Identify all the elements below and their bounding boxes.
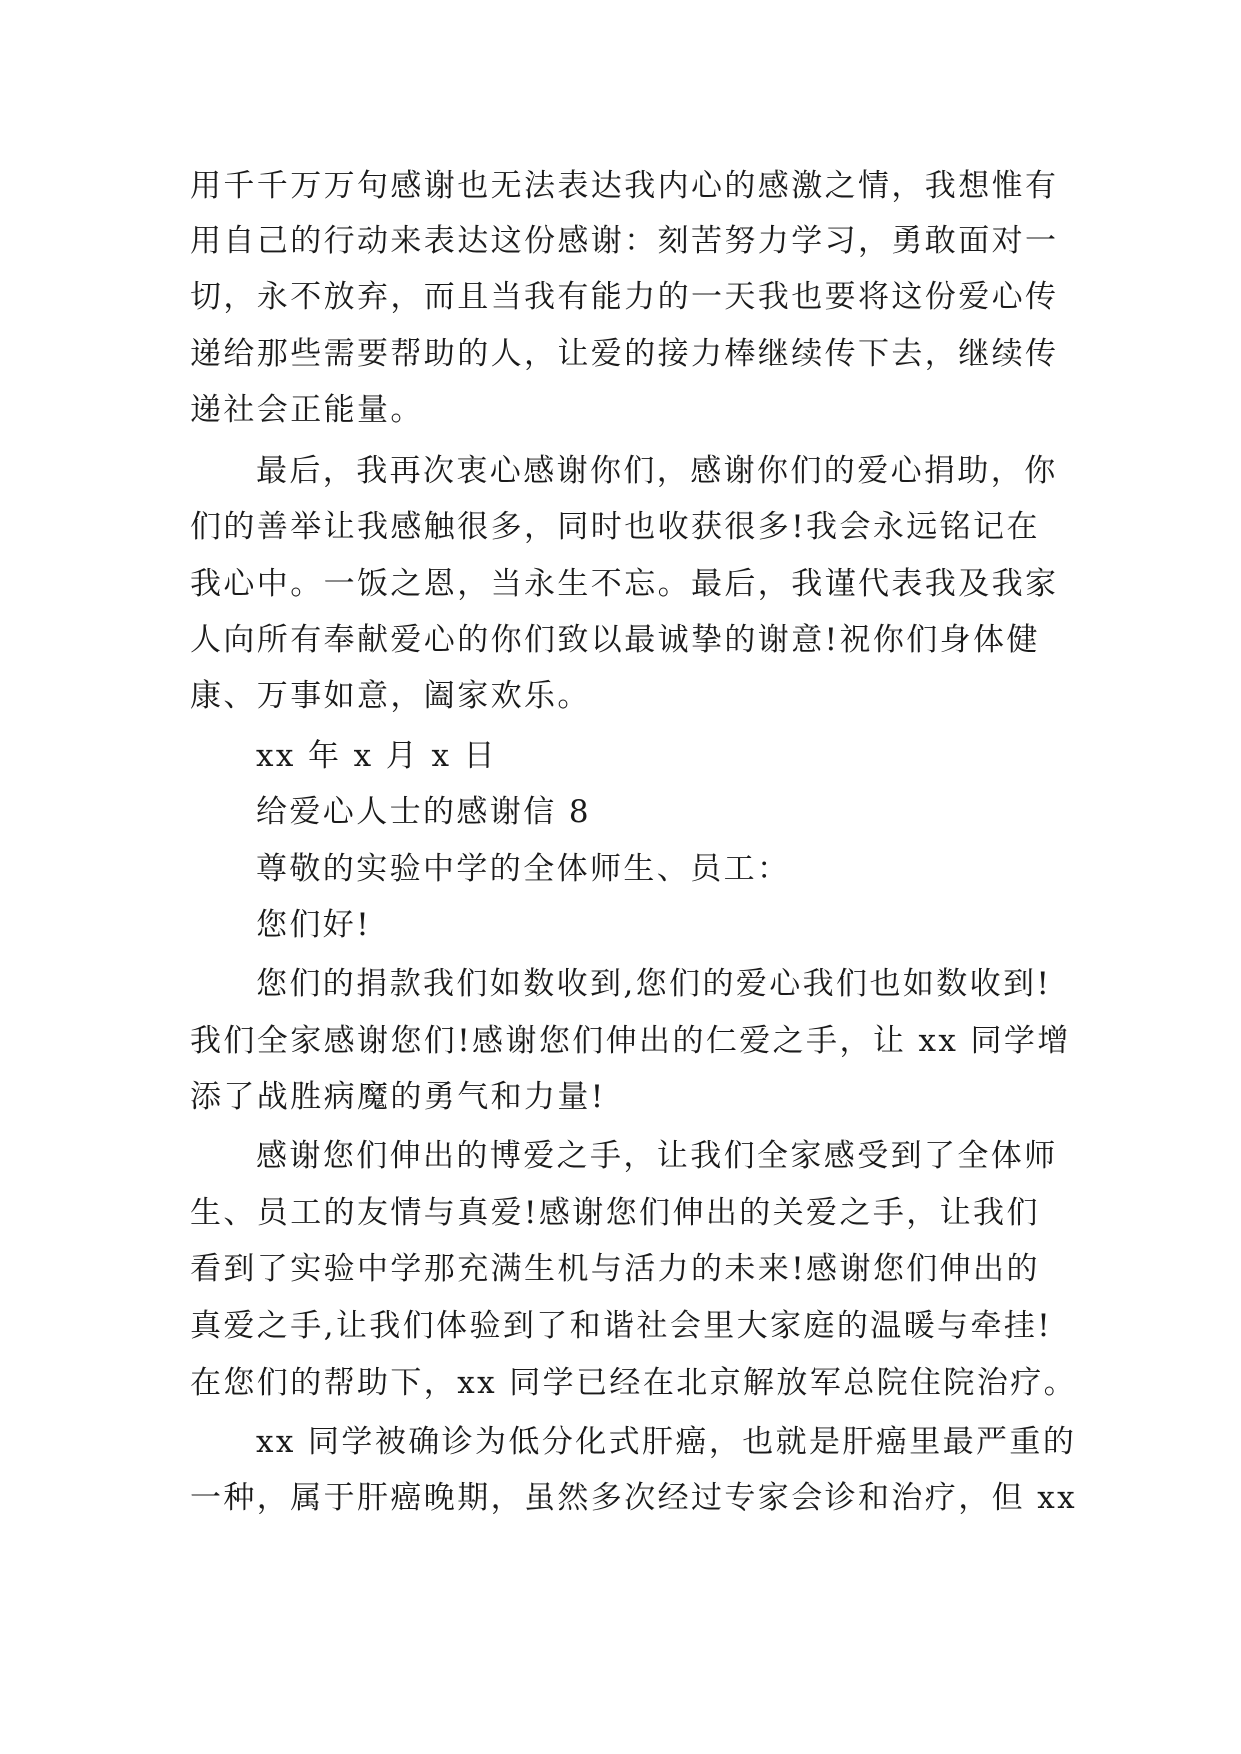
text-line: 生、员工的友情与真爱!感谢您们伸出的关爱之手，让我们 [190,1195,1040,1231]
paragraph-start: 感谢您们伸出的博爱之手，让我们全家感受到了全体师 [256,1138,1058,1174]
letter-title: 给爱心人士的感谢信 8 [256,794,591,830]
paragraph-start: xx 同学被确诊为低分化式肝癌，也就是肝癌里最严重的 [256,1424,1077,1460]
text-line: 一种，属于肝癌晚期，虽然多次经过专家会诊和治疗，但 xx [190,1480,1078,1516]
text-line: 在您们的帮助下，xx 同学已经在北京解放军总院住院治疗。 [190,1365,1078,1401]
text-line: 们的善举让我感触很多，同时也收获很多!我会永远铭记在 [190,509,1040,545]
text-line: 康、万事如意，阖家欢乐。 [190,678,591,714]
text-line: 我们全家感谢您们!感谢您们伸出的仁爱之手，让 xx 同学增 [190,1023,1071,1059]
text-line: 看到了实验中学那充满生机与活力的未来!感谢您们伸出的 [190,1251,1040,1287]
text-line: 递社会正能量。 [190,392,424,428]
letter-salutation: 尊敬的实验中学的全体师生、员工： [256,851,791,887]
text-line: 添了战胜病魔的勇气和力量! [190,1079,606,1115]
letter-greeting: 您们好! [256,907,372,943]
text-line: 用自己的行动来表达这份感谢：刻苦努力学习，勇敢面对一 [190,223,1059,259]
text-line: 真爱之手,让我们体验到了和谐社会里大家庭的温暖与牵挂! [190,1308,1053,1344]
text-line: 用千千万万句感谢也无法表达我内心的感激之情，我想惟有 [190,168,1059,204]
text-line: 人向所有奉献爱心的你们致以最诚挚的谢意!祝你们身体健 [190,622,1040,658]
text-line: 递给那些需要帮助的人，让爱的接力棒继续传下去，继续传 [190,336,1059,372]
paragraph-start: 最后，我再次衷心感谢你们，感谢你们的爱心捐助，你 [256,453,1058,489]
paragraph-start: 您们的捐款我们如数收到,您们的爱心我们也如数收到! [256,966,1052,1002]
text-line: 我心中。一饭之恩，当永生不忘。最后，我谨代表我及我家 [190,566,1059,602]
text-line: 切，永不放弃，而且当我有能力的一天我也要将这份爱心传 [190,279,1059,315]
letter-date: xx 年 x 月 x 日 [256,738,498,774]
